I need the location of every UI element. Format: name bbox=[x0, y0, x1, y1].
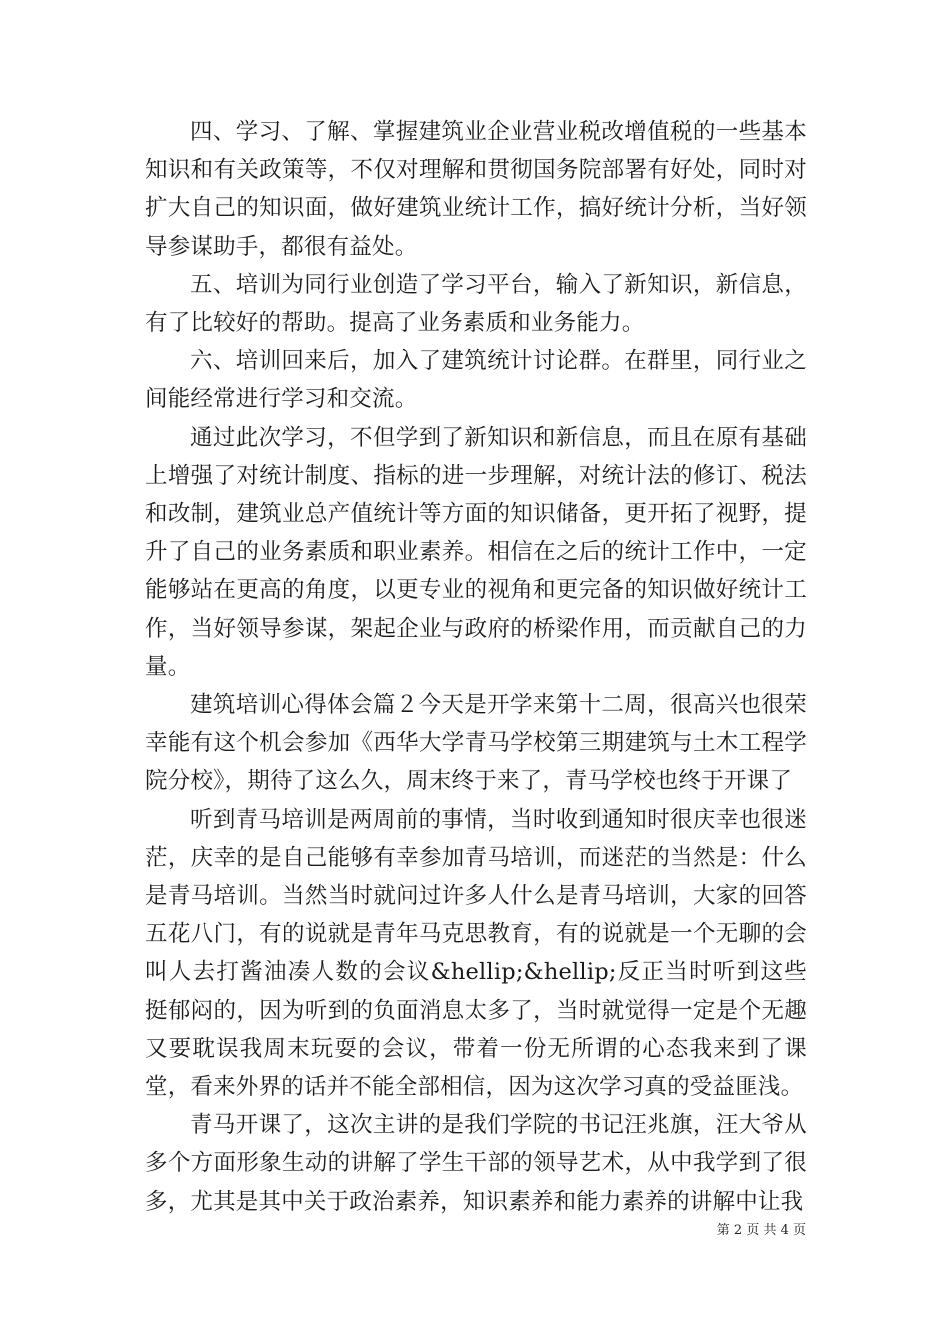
paragraph: 青马开课了，这次主讲的是我们学院的书记汪兆旗，汪大爷从多个方面形象生动的讲解了学生干部的领导艺术，从中我学到了很多，尤其是其中关于政治素养，知识素养和能力素养的讲解中让我 bbox=[145, 1112, 807, 1215]
paragraph: 六、培训回来后，加入了建筑统计讨论群。在群里，同行业之间能经常进行学习和交流。 bbox=[145, 348, 807, 413]
paragraph: 通过此次学习，不但学到了新知识和新信息，而且在原有基础上增强了对统计制度、指标的进一步理解，对统计法的修订、税法和改制，建筑业总产值统计等方面的知识储备，更开拓了视野，提升了自己的业务素质和职业素养。相信在之后的统计工作中，一定能够站在更高的角度，以更专业的视角和更完备的知识做好统计工作，当好领导参谋，架起企业与政府的桥梁作用，而贡献自己的力量。 bbox=[145, 424, 807, 680]
paragraph: 听到青马培训是两周前的事情，当时收到通知时很庆幸也很迷茫，庆幸的是自己能够有幸参加青马培训，而迷茫的当然是：什么是青马培训。当然当时就问过许多人什么是青马培训，大家的回答五花八门，有的说就是青年马克思教育，有的说就是一个无聊的会叫人去打酱油凑人数的会议&hellip;&hellip;反正当时听到这些挺郁闷的，因为听到的负面消息太多了，当时就觉得一定是个无趣又要耽误我周末玩耍的会议，带着一份无所谓的心态我来到了课堂，看来外界的话并不能全部相信，因为这次学习真的受益匪浅。 bbox=[145, 806, 807, 1101]
paragraph: 四、学习、了解、掌握建筑业企业营业税改增值税的一些基本知识和有关政策等，不仅对理解和贯彻国务院部署有好处，同时对扩大自己的知识面，做好建筑业统计工作，搞好统计分析，当好领导参谋助手，都很有益处。 bbox=[145, 119, 807, 260]
paragraph: 建筑培训心得体会篇２今天是开学来第十二周，很高兴也很荣幸能有这个机会参加《西华大学青马学校第三期建筑与土木工程学院分校》，期待了这么久，周末终于来了，青马学校也终于开课了 bbox=[145, 692, 807, 795]
paragraph: 五、培训为同行业创造了学习平台，输入了新知识，新信息，有了比较好的帮助。提高了业务素质和业务能力。 bbox=[145, 271, 807, 337]
page-number: 第 2 页 共 4 页 bbox=[716, 1223, 806, 1238]
document-body bbox=[145, 113, 807, 1221]
